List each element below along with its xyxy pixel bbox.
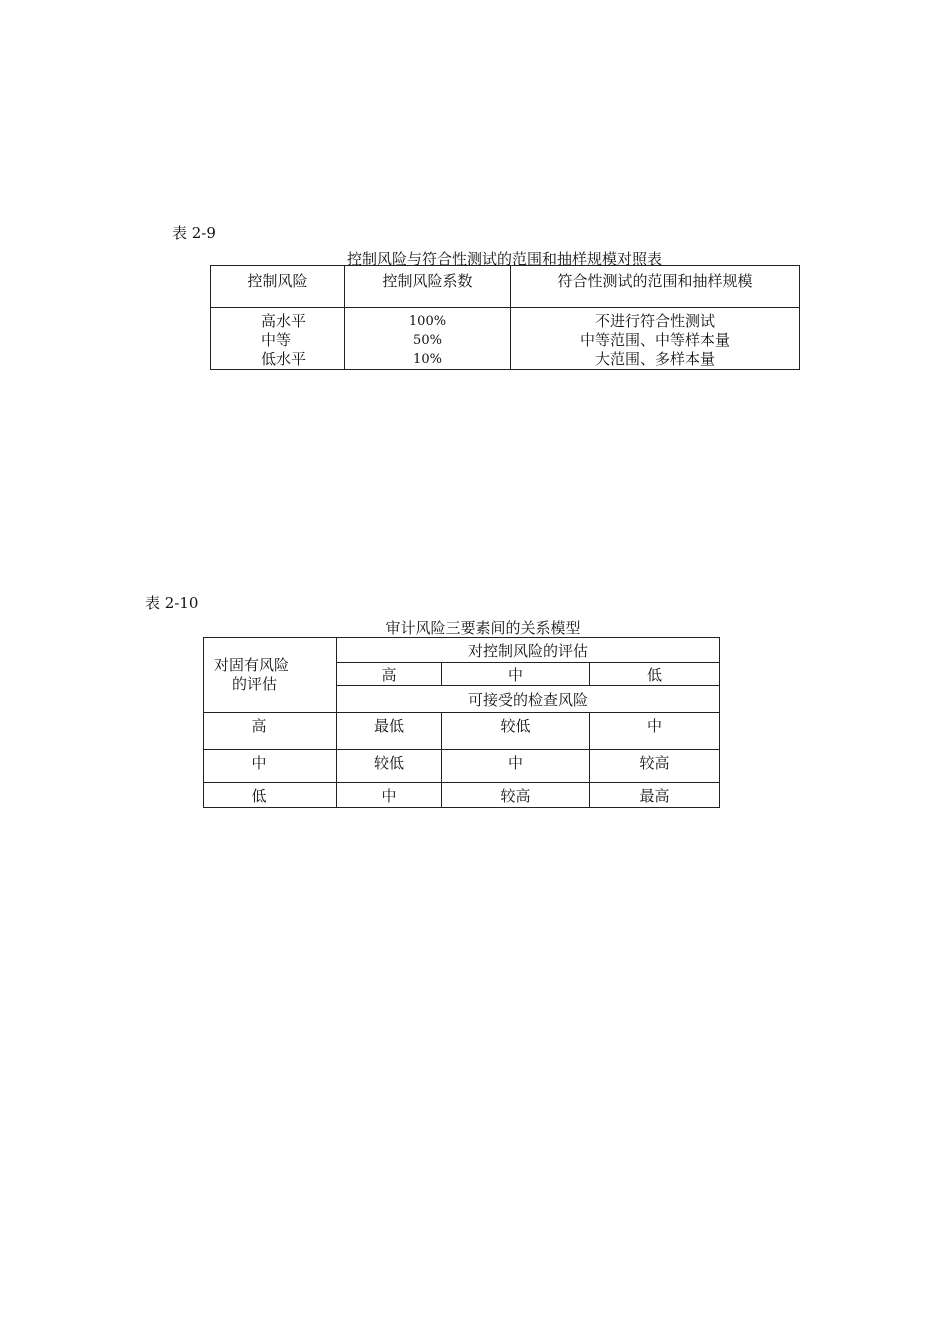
table-2-10-title: 审计风险三要素间的关系模型 [385,619,581,637]
audit-risk-model-table [203,637,720,808]
control-risk-assessment-header: 对控制风险的评估 [337,638,720,663]
cell-low-low: 最高 [590,783,720,808]
cell-low-medium: 较高 [442,783,590,808]
control-level-medium: 中 [442,663,590,686]
column-group-header-row [204,638,720,663]
inherent-level-low: 低 [204,783,337,808]
cell-high-low: 中 [590,713,720,750]
table-row [204,750,720,783]
scope-cell [511,308,800,370]
cell-low-high: 中 [337,783,442,808]
control-level-low: 低 [590,663,720,686]
control-risk-table [210,265,800,370]
cell-medium-high: 较低 [337,750,442,783]
table-2-9-label: 表 2-9 [172,224,216,242]
risk-level-medium: 中等 [261,331,292,349]
scope-low: 大范围、多样本量 [594,350,715,368]
table-2-10-label: 表 2-10 [145,594,199,612]
acceptable-detection-risk-header: 可接受的检查风险 [337,686,720,713]
header-risk-coefficient: 控制风险系数 [345,266,511,308]
coef-high: 100% [408,314,447,329]
scope-high: 不进行符合性测试 [594,312,715,330]
inherent-risk-header-line2: 的评估 [232,675,278,693]
inherent-level-medium: 中 [204,750,337,783]
risk-level-cell [211,308,345,370]
cell-medium-medium: 中 [442,750,590,783]
cell-high-medium: 较低 [442,713,590,750]
risk-level-low: 低水平 [261,350,307,368]
cell-high-high: 最低 [337,713,442,750]
inherent-risk-header [204,638,337,713]
coefficient-cell [345,308,511,370]
table-header-row [211,266,800,308]
table-body-row [211,308,800,370]
coef-medium: 50% [413,333,442,348]
risk-level-high: 高水平 [261,312,307,330]
table-row [204,783,720,808]
table-row [204,713,720,750]
inherent-risk-header-line1: 对固有风险 [214,656,290,674]
coef-low: 10% [413,352,442,367]
header-control-risk: 控制风险 [211,266,345,308]
header-test-scope: 符合性测试的范围和抽样规模 [511,266,800,308]
control-level-high: 高 [337,663,442,686]
inherent-level-high: 高 [204,713,337,750]
table-2-9-title: 控制风险与符合性测试的范围和抽样规模对照表 [346,250,662,268]
cell-medium-low: 较高 [590,750,720,783]
scope-medium: 中等范围、中等样本量 [579,331,730,349]
